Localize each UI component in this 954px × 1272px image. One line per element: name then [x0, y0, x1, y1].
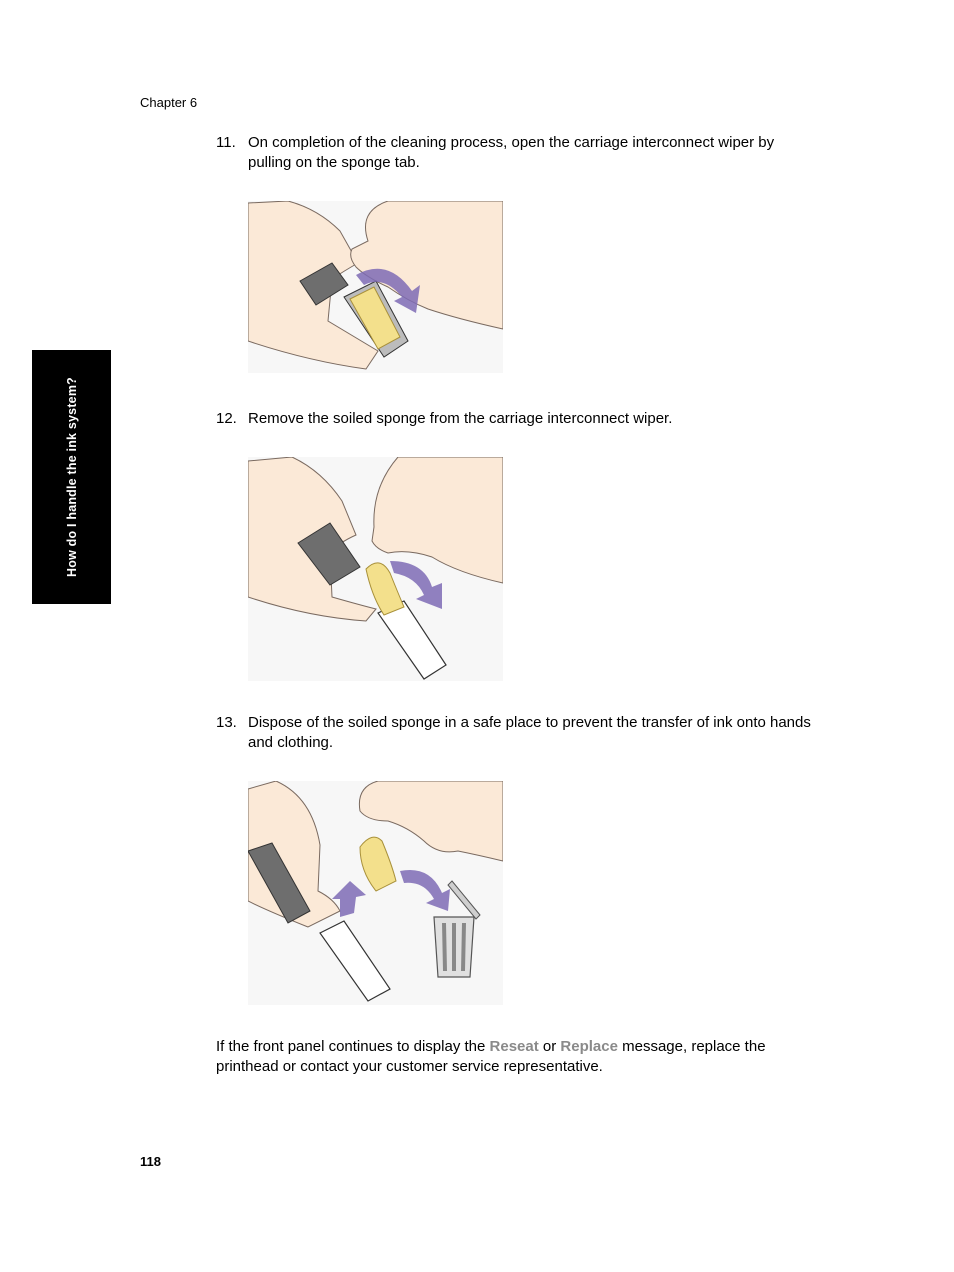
page-number: 118: [140, 1154, 161, 1169]
step-13: [216, 713, 816, 753]
step-text: Remove the soiled sponge from the carriage interconnect wiper.: [248, 410, 673, 427]
side-tab: [32, 350, 111, 604]
step-text: Dispose of the soiled sponge in a safe place to prevent the transfer of ink onto hands and clothing.: [248, 714, 811, 751]
step-number: 11.: [216, 134, 236, 151]
ui-term-replace: Replace: [560, 1038, 618, 1055]
figure-open-wiper: [248, 201, 503, 373]
sponge: [360, 837, 396, 891]
note-paragraph: [216, 1037, 816, 1077]
step-11: [216, 133, 816, 173]
figure-remove-sponge: [248, 457, 503, 681]
step-text: On completion of the cleaning process, open the carriage interconnect wiper by pulling on the sponge tab.: [248, 134, 775, 171]
note-text: message, replace the printhead or contact your customer service representative.: [216, 1038, 766, 1075]
wiper-frame: [320, 921, 390, 1001]
step-number: 13.: [216, 714, 237, 731]
step-12: [216, 409, 816, 429]
figure-dispose-sponge: [248, 781, 503, 1005]
step-number: 12.: [216, 410, 237, 427]
side-tab-label: How do I handle the ink system?: [64, 377, 79, 577]
note-text: If the front panel continues to display the: [216, 1038, 490, 1055]
ui-term-reseat: Reseat: [489, 1038, 539, 1055]
note-text: or: [538, 1038, 561, 1055]
curved-arrow-icon: [400, 870, 450, 911]
chapter-header: Chapter 6: [140, 95, 198, 110]
